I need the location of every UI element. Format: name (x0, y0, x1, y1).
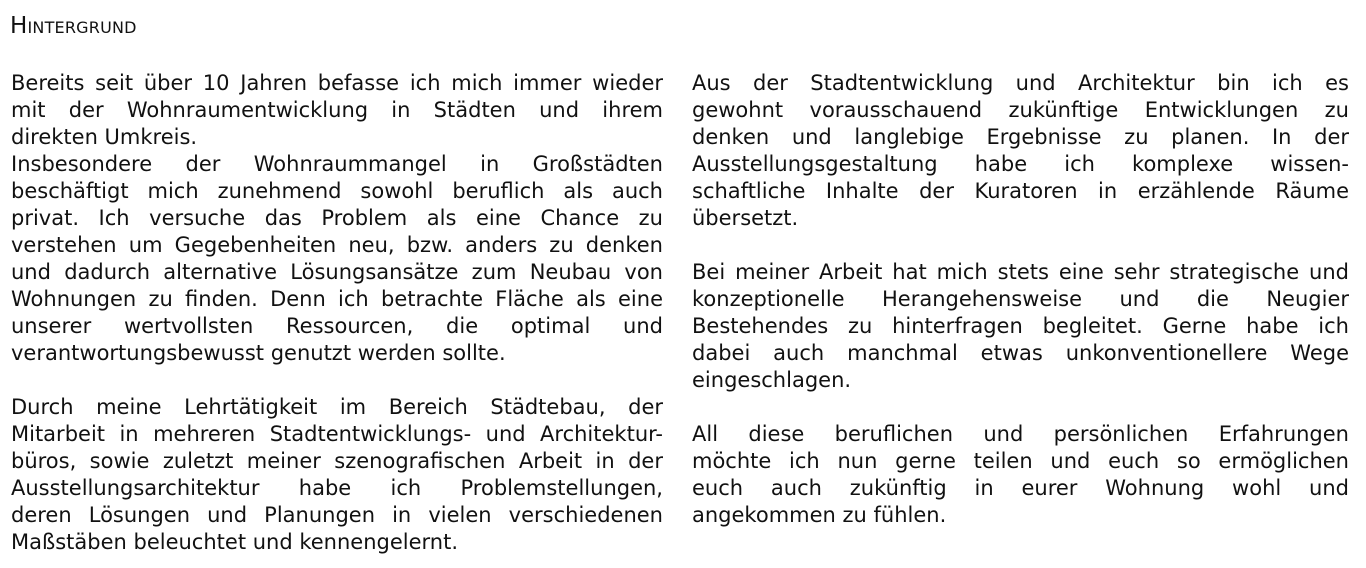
text-line: mit der Wohnraumentwicklung in Städten und ihrem (11, 98, 663, 122)
paragraph-urban-development (692, 70, 1349, 232)
text-line: verstehen um Gegebenheiten neu, bzw. anders zu denken (11, 233, 663, 257)
paragraph-gap (692, 232, 1349, 259)
text-line: deren Lösungen und Planungen in vielen verschiedenen (11, 503, 663, 527)
text-line: Durch meine Lehrtätigkeit im Bereich Städtebau, der (11, 395, 663, 419)
section-title: Hintergrund (10, 13, 137, 39)
paragraph-gap (692, 394, 1349, 421)
paragraph-teaching (11, 394, 663, 556)
text-line: und dadurch alternative Lösungsansätze zum Neubau von (11, 260, 663, 284)
text-line: All diese beruflichen und persönlichen Erfahrungen (692, 422, 1349, 446)
text-line: direkten Umkreis. (11, 125, 198, 149)
text-line: Ausstellungsarchitektur habe ich Problemstellungen, (11, 476, 663, 500)
right-column (692, 70, 1349, 529)
text-line: Insbesondere der Wohnraummangel in Großstädten (11, 152, 663, 176)
text-line: Bereits seit über 10 Jahren befasse ich mich immer wieder (11, 71, 663, 95)
paragraph-housing-shortage (11, 151, 663, 367)
text-line: Aus der Stadtentwicklung und Architektur bin ich es (692, 71, 1349, 95)
paragraph-strategic-approach (692, 259, 1349, 394)
text-line: eingeschlagen. (692, 368, 852, 392)
paragraph-share-experience (692, 421, 1349, 529)
paragraph-gap (11, 367, 663, 394)
text-line: unserer wertvollsten Ressourcen, die optimal und (11, 314, 663, 338)
text-line: übersetzt. (692, 206, 799, 230)
text-line: denken und langlebige Ergebnisse zu planen. In der (692, 125, 1349, 149)
text-line: beschäftigt mich zunehmend sowohl beruflich als auch (11, 179, 663, 203)
text-line: möchte ich nun gerne teilen und euch so ermöglichen (692, 449, 1349, 473)
paragraph-experience-intro (11, 70, 663, 151)
text-line: Ausstellungsgestaltung habe ich komplexe wissen- (692, 152, 1349, 176)
text-line: euch auch zukünftig in eurer Wohnung wohl und (692, 476, 1349, 500)
text-line: konzeptionelle Herangehensweise und die Neugier (692, 287, 1349, 311)
left-column (11, 70, 663, 556)
text-line: büros, sowie zuletzt meiner szenografischen Arbeit in der (11, 449, 663, 473)
text-line: dabei auch manchmal etwas unkonventionellere Wege (692, 341, 1349, 365)
text-line: Wohnungen zu finden. Denn ich betrachte Fläche als eine (11, 287, 663, 311)
text-line: Mitarbeit in mehreren Stadtentwicklungs- und Architektur- (11, 422, 663, 446)
text-line: Bestehendes zu hinterfragen begleitet. Gerne habe ich (692, 314, 1349, 338)
text-line: privat. Ich versuche das Problem als eine Chance zu (11, 206, 663, 230)
text-line: Bei meiner Arbeit hat mich stets eine sehr strategische und (692, 260, 1349, 284)
text-line: verantwortungsbewusst genutzt werden sollte. (11, 341, 506, 365)
text-line: angekommen zu fühlen. (692, 503, 947, 527)
text-line: Maßstäben beleuchtet und kennengelernt. (11, 530, 459, 554)
text-line: gewohnt vorausschauend zukünftige Entwicklungen zu (692, 98, 1349, 122)
text-line: schaftliche Inhalte der Kuratoren in erzählende Räume (692, 179, 1349, 203)
